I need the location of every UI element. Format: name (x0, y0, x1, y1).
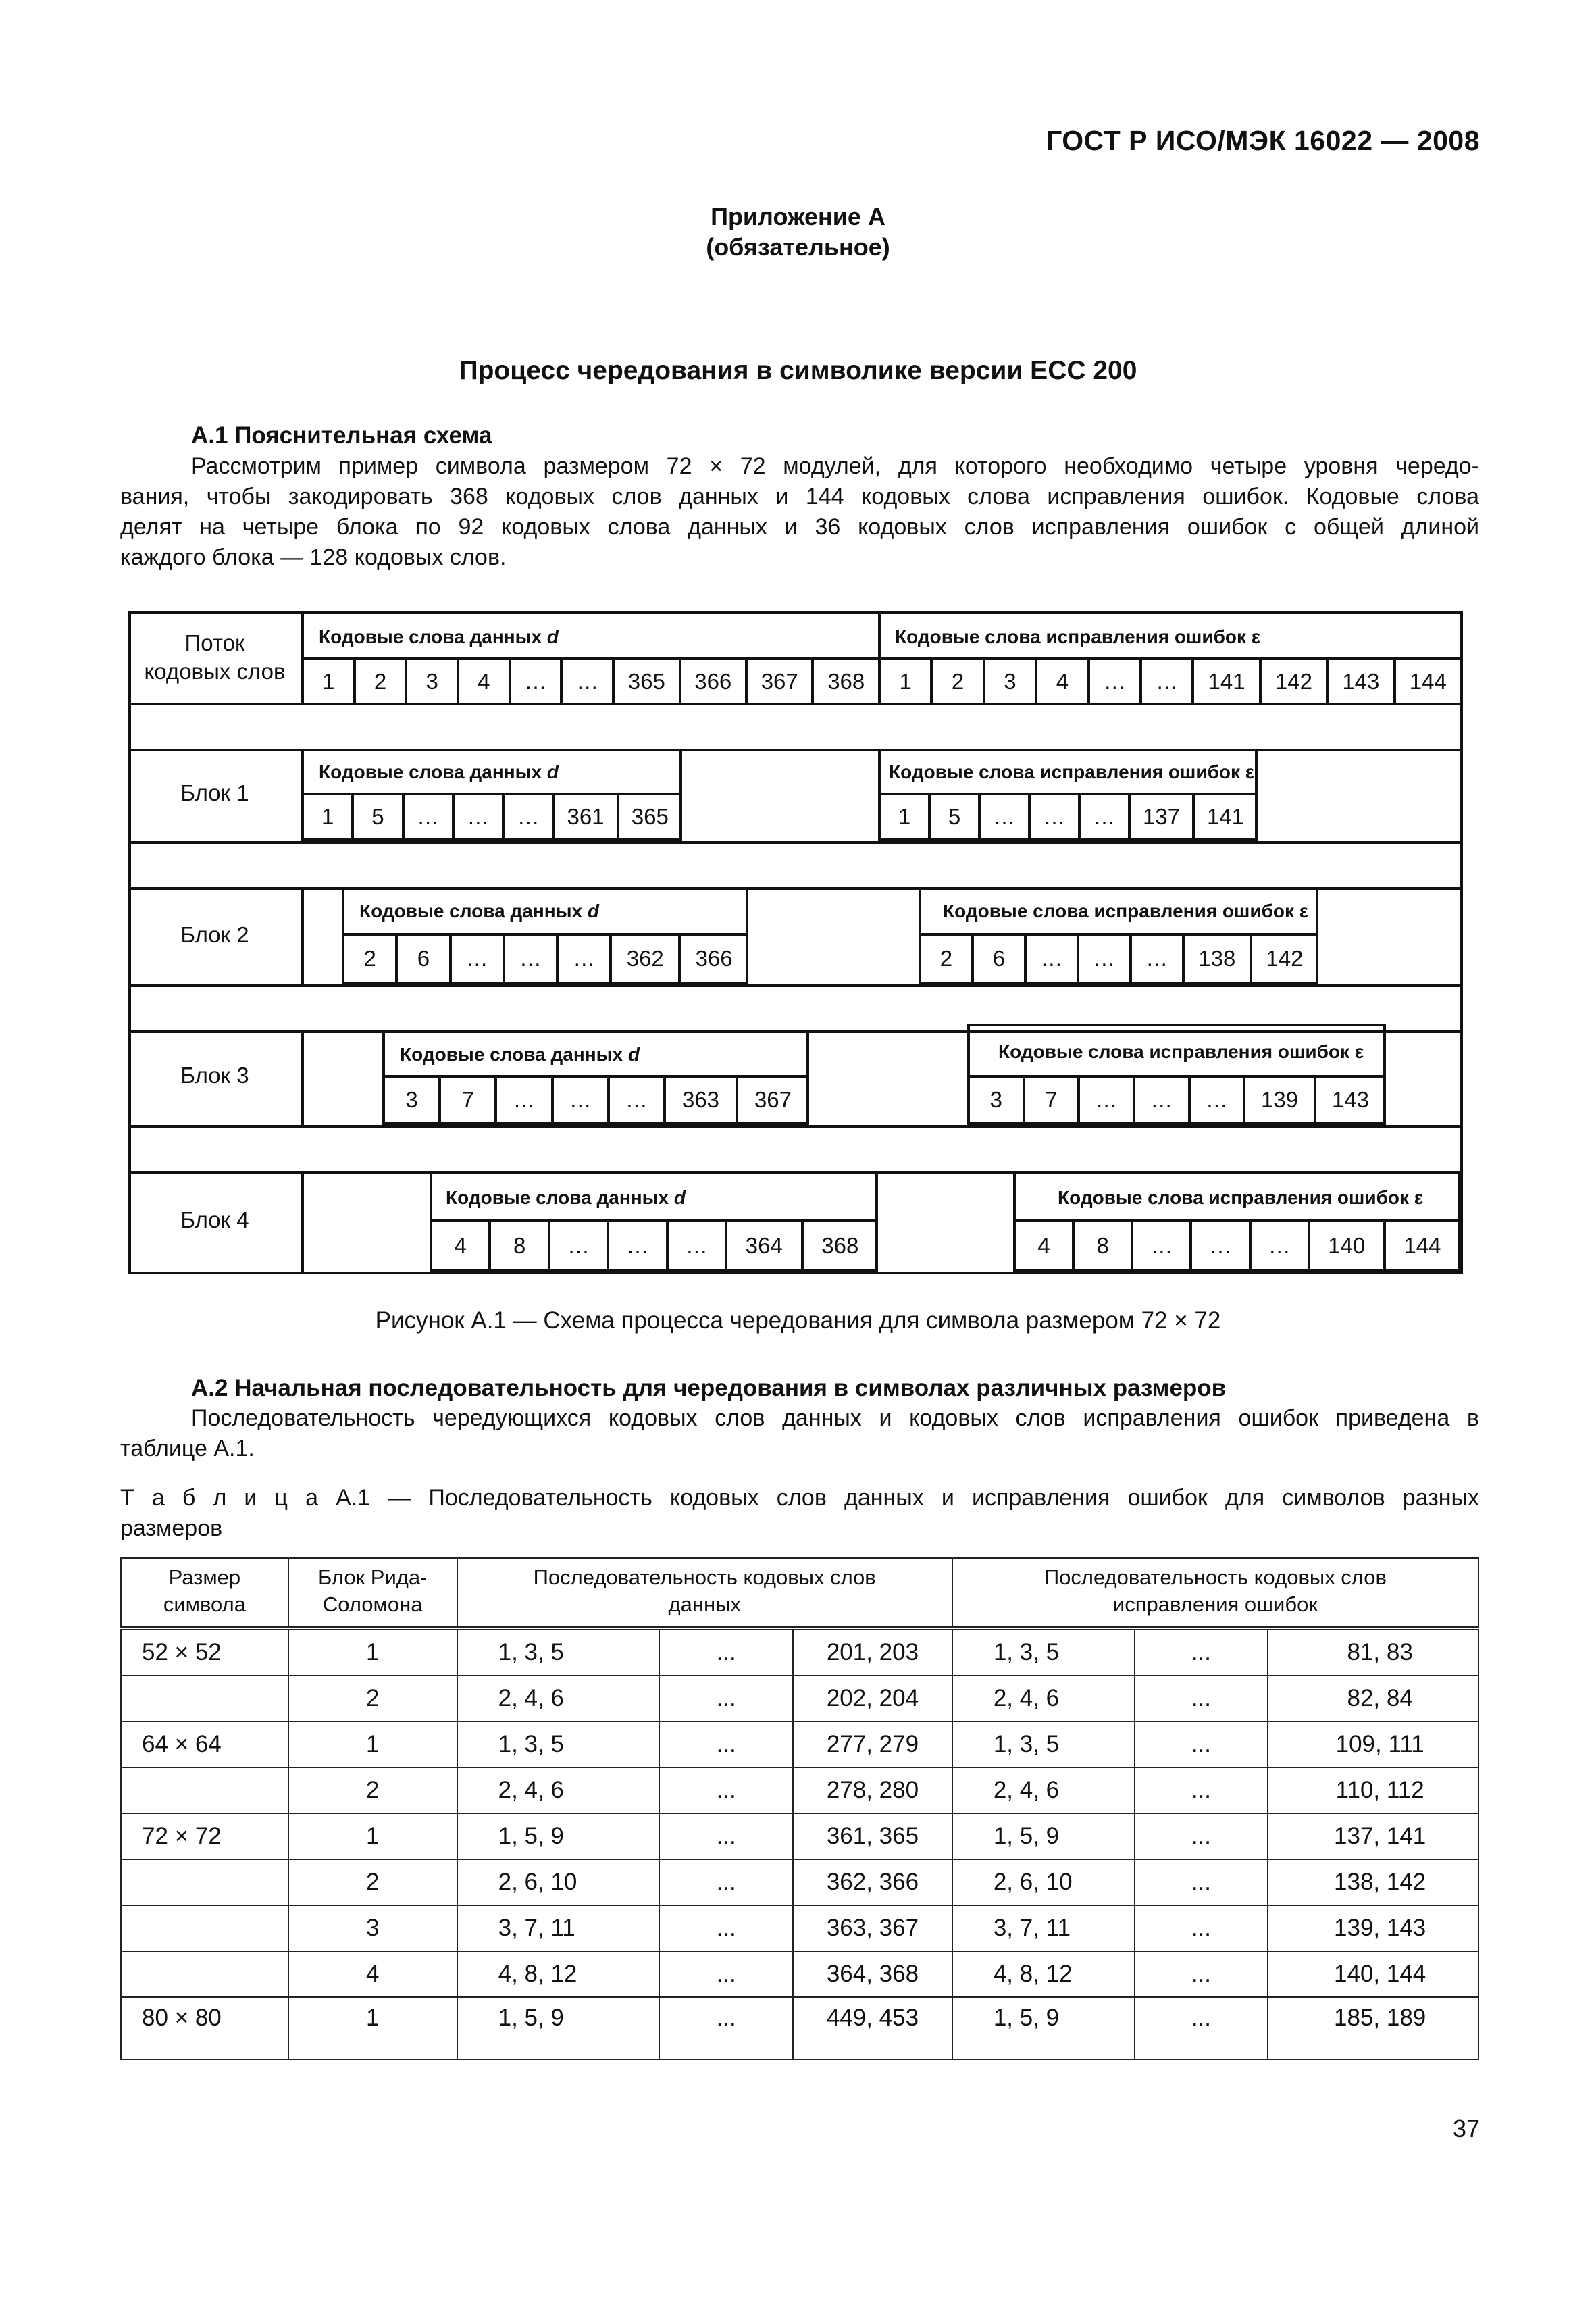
codeword-cell: 367 (736, 1078, 808, 1122)
codeword-cell: … (560, 660, 612, 703)
codeword-cell: … (402, 795, 452, 838)
stream-label-line: Поток (184, 630, 245, 655)
interleaving-diagram (128, 611, 1459, 1270)
paragraph-line: таблице А.1. (120, 1436, 255, 1461)
table-cell: 185, 189 (1268, 1997, 1478, 2059)
appendix-status: (обязательное) (706, 233, 890, 261)
codeword-cell: 365 (612, 660, 678, 703)
table-cell: ... (659, 1628, 793, 1676)
header-line: Блок Рида- (317, 1565, 428, 1589)
section-a2-heading: А.2 Начальная последовательность для чередования в символах различных размеров (191, 1375, 1227, 1401)
codeword-cell: 1 (899, 668, 912, 694)
paragraph-line: Рассмотрим пример символа размером 72 × 72 модулей, для которого необходимо четыре уровня чередо- (191, 453, 1479, 479)
header-rs-block (288, 1558, 457, 1628)
codeword-cell: … (1139, 660, 1191, 703)
table-caption-line: размеров (120, 1515, 223, 1541)
table-cell: 1 (288, 1813, 457, 1859)
codeword-cell: … (1189, 1222, 1248, 1269)
table-cell: 362, 366 (793, 1859, 952, 1905)
cell-row (344, 936, 747, 982)
table-cell: 449, 453 (793, 1997, 952, 2059)
table-cell: ... (659, 1813, 793, 1859)
page-number: 37 (1452, 2115, 1480, 2142)
block-3-ecc-title: Кодовые слова исправления ошибок ε (998, 1041, 1364, 1062)
table-cell: 2 (288, 1767, 457, 1813)
table-cell: 1, 3, 5 (457, 1721, 660, 1767)
table-cell: ... (659, 1997, 793, 2059)
table-cell: 2, 6, 10 (952, 1859, 1135, 1905)
block-4-ecc-title: Кодовые слова исправления ошибок ε (1058, 1187, 1424, 1208)
page-title: Процесс чередования в символике версии ECC 200 (459, 356, 1137, 385)
codeword-cell: 144 (1383, 1222, 1459, 1269)
table-cell: ... (1135, 1628, 1268, 1676)
codeword-cell: 2 (930, 660, 982, 703)
stream-ecc-title: Кодовые слова исправления ошибок ε (895, 626, 1261, 647)
table-row (121, 1859, 1478, 1905)
table-cell (121, 1951, 288, 1997)
header-symbol-size (121, 1558, 288, 1628)
codeword-cell: 8 (1072, 1222, 1131, 1269)
table-cell: 3, 7, 11 (952, 1905, 1135, 1951)
codeword-cell: … (452, 795, 502, 838)
table-row (121, 1951, 1478, 1997)
codeword-cell: 8 (488, 1222, 547, 1269)
appendix-title: Приложение А (711, 203, 885, 230)
cell-row (921, 936, 1317, 982)
column-separator (301, 1030, 304, 1125)
table-header-row (121, 1558, 1478, 1628)
codeword-cell: 361 (552, 795, 616, 838)
block-2-ecc-title: Кодовые слова исправления ошибок ε (943, 901, 1309, 922)
interleaving-table (120, 1557, 1479, 2060)
row-separator (128, 984, 1460, 987)
table-cell: 4, 8, 12 (952, 1951, 1135, 1997)
codeword-cell: … (556, 936, 609, 982)
codeword-cell: 3 (983, 660, 1035, 703)
paragraph-line: делят на четыре блока по 92 кодовых слова данных и 36 кодовых слов исправления ошибок с общей длиной (120, 514, 1479, 540)
codeword-cell: … (1131, 1222, 1189, 1269)
table-cell: ... (1135, 1767, 1268, 1813)
table-cell: ... (659, 1905, 793, 1951)
table-cell: 1, 5, 9 (457, 1997, 660, 2059)
table-cell: 2, 6, 10 (457, 1859, 660, 1905)
header-data-sequence (457, 1558, 952, 1628)
block-3-ecc-cells (970, 1078, 1385, 1122)
table-cell: 1, 3, 5 (457, 1628, 660, 1676)
header-ecc-sequence (952, 1558, 1478, 1628)
codeword-cell: 144 (1393, 660, 1460, 703)
codeword-cell: 3 (405, 1087, 418, 1112)
table-cell: ... (1135, 1905, 1268, 1951)
codeword-cell: 368 (811, 660, 877, 703)
table-cell: 278, 280 (793, 1767, 952, 1813)
table-cell (121, 1905, 288, 1951)
table-cell: ... (659, 1951, 793, 1997)
table-row (121, 1628, 1478, 1676)
codeword-cell: … (1087, 660, 1139, 703)
codeword-cell: … (449, 936, 503, 982)
table-cell: ... (659, 1859, 793, 1905)
table-cell: 2, 4, 6 (457, 1676, 660, 1721)
codeword-cell: 141 (1192, 795, 1256, 838)
paragraph-line: Последовательность чередующихся кодовых слов данных и кодовых слов исправления ошибок приведена в (191, 1405, 1479, 1431)
block-1-ecc-cells (881, 795, 1256, 838)
codeword-cell: … (607, 1078, 663, 1122)
codeword-cell: … (548, 1222, 607, 1269)
header-line: исправления ошибок (1112, 1592, 1318, 1616)
block-3-label: Блок 3 (180, 1063, 249, 1088)
table-cell: 82, 84 (1268, 1676, 1478, 1721)
table-cell: 72 × 72 (121, 1813, 288, 1859)
codeword-cell: … (1077, 1078, 1133, 1122)
table-cell: ... (1135, 1721, 1268, 1767)
column-separator (301, 1171, 304, 1272)
codeword-cell: 2 (363, 946, 376, 971)
codeword-cell: 1 (322, 668, 335, 694)
codeword-cell: … (1133, 1078, 1188, 1122)
section-a1-paragraph (120, 451, 1479, 573)
header-line: символа (163, 1592, 246, 1616)
table-cell: 4, 8, 12 (457, 1951, 660, 1997)
block-4-data-title: Кодовые слова данных d (446, 1187, 686, 1208)
table-row (121, 1997, 1478, 2059)
codeword-cell: … (551, 1078, 607, 1122)
codeword-cell: … (494, 1078, 550, 1122)
table-cell: 4 (288, 1951, 457, 1997)
codeword-cell: 143 (1314, 1078, 1385, 1122)
codeword-cell: 142 (1259, 660, 1326, 703)
codeword-cell: … (1078, 795, 1128, 838)
codeword-cell: 141 (1191, 660, 1258, 703)
codeword-cell: 138 (1182, 936, 1250, 982)
table-cell: 3 (288, 1905, 457, 1951)
codeword-cell: … (509, 660, 561, 703)
table-cell: 81, 83 (1268, 1628, 1478, 1676)
codeword-cell: 4 (1035, 660, 1087, 703)
table-cell: 1, 3, 5 (952, 1628, 1135, 1676)
paragraph-line: вания, чтобы закодировать 368 кодовых слов данных и 144 кодовых слова исправления ошибок. Кодовые слова (120, 484, 1479, 509)
table-cell: 361, 365 (793, 1813, 952, 1859)
table-row (121, 1767, 1478, 1813)
codeword-cell: … (1249, 1222, 1308, 1269)
table-cell: ... (1135, 1859, 1268, 1905)
codeword-cell: 1 (321, 804, 334, 829)
stream-data-title: Кодовые слова данных d (319, 626, 559, 647)
table-caption (120, 1483, 1479, 1544)
stream-label-line: кодовых слов (144, 659, 286, 684)
codeword-cell: … (1129, 936, 1182, 982)
table-cell: 1 (288, 1628, 457, 1676)
figure-caption: Рисунок А.1 — Схема процесса чередования для символа размером 72 × 72 (375, 1307, 1221, 1334)
stream-ecc-cells (881, 660, 1460, 703)
codeword-cell: 366 (678, 936, 747, 982)
table-cell: 52 × 52 (121, 1628, 288, 1676)
table-cell: 2, 4, 6 (952, 1676, 1135, 1721)
codeword-cell: 366 (679, 660, 745, 703)
codeword-cell: 368 (801, 1222, 877, 1269)
table-cell: 138, 142 (1268, 1859, 1478, 1905)
codeword-cell: 6 (395, 936, 448, 982)
table-cell: 201, 203 (793, 1628, 952, 1676)
block-2-ecc-cells (921, 936, 1317, 982)
table-cell: 137, 141 (1268, 1813, 1478, 1859)
block-1-data-title: Кодовые слова данных d (319, 761, 559, 782)
table-cell: 277, 279 (793, 1721, 952, 1767)
block-4-data-cells (432, 1222, 877, 1269)
codeword-cell: 4 (457, 660, 509, 703)
table-row (121, 1813, 1478, 1859)
codeword-cell: 4 (1037, 1232, 1050, 1258)
table-cell: ... (659, 1676, 793, 1721)
header-line: Размер (168, 1565, 241, 1589)
block-4-label: Блок 4 (180, 1207, 249, 1232)
block-4-ecc-cells (1016, 1222, 1459, 1269)
stream-label (128, 629, 301, 686)
codeword-cell: 139 (1243, 1078, 1314, 1122)
table-cell: 2 (288, 1676, 457, 1721)
table-cell: 2, 4, 6 (952, 1767, 1135, 1813)
header-line: данных (668, 1592, 741, 1616)
codeword-cell: 3 (989, 1087, 1002, 1112)
table-cell: 1 (288, 1721, 457, 1767)
cell-row (304, 795, 681, 838)
codeword-cell: … (978, 795, 1028, 838)
cell-row (970, 1078, 1385, 1122)
codeword-cell: 362 (609, 936, 678, 982)
header-line: Последовательность кодовых слов (1044, 1565, 1387, 1589)
block-1-label: Блок 1 (180, 780, 249, 805)
codeword-cell: … (1188, 1078, 1243, 1122)
codeword-cell: … (1024, 936, 1077, 982)
table-cell: 363, 367 (793, 1905, 952, 1951)
table-cell: 139, 143 (1268, 1905, 1478, 1951)
section-a1-heading: А.1 Пояснительная схема (191, 422, 492, 449)
table-cell: ... (659, 1721, 793, 1767)
codeword-cell: … (607, 1222, 665, 1269)
table-cell: ... (1135, 1676, 1268, 1721)
header-line: Соломона (322, 1592, 423, 1616)
table-cell: 80 × 80 (121, 1997, 288, 2059)
paragraph-line: каждого блока — 128 кодовых слов. (120, 545, 507, 570)
table-cell: ... (1135, 1951, 1268, 1997)
table-cell: 140, 144 (1268, 1951, 1478, 1997)
codeword-cell: 7 (438, 1078, 494, 1122)
table-cell (121, 1676, 288, 1721)
table-cell: 2 (288, 1859, 457, 1905)
codeword-cell: 4 (454, 1232, 467, 1258)
table-cell: 202, 204 (793, 1676, 952, 1721)
codeword-cell: 1 (898, 804, 911, 829)
codeword-cell: … (1077, 936, 1129, 982)
codeword-cell: … (1028, 795, 1078, 838)
table-cell: 1, 5, 9 (952, 1997, 1135, 2059)
table-cell: 1, 5, 9 (952, 1813, 1135, 1859)
block-2-data-cells (344, 936, 747, 982)
block-2-data-title: Кодовые слова данных d (359, 901, 600, 922)
cell-row (1016, 1222, 1459, 1269)
codeword-cell: 5 (928, 795, 978, 838)
table-cell: 1, 5, 9 (457, 1813, 660, 1859)
codeword-cell: … (502, 795, 552, 838)
row-separator (128, 703, 1460, 705)
cell-row (304, 660, 878, 703)
row-separator (128, 1125, 1460, 1128)
table-cell: ... (1135, 1997, 1268, 2059)
document-standard-header: ГОСТ Р ИСО/МЭК 16022 — 2008 (1046, 125, 1480, 156)
block-3-data-cells (385, 1078, 808, 1122)
table-cell: 109, 111 (1268, 1721, 1478, 1767)
cell-row (881, 795, 1256, 838)
codeword-cell: 140 (1308, 1222, 1383, 1269)
cell-row (881, 660, 1460, 703)
table-cell: 1, 3, 5 (952, 1721, 1135, 1767)
table-cell (121, 1859, 288, 1905)
codeword-cell: 363 (663, 1078, 736, 1122)
codeword-cell: 5 (351, 795, 401, 838)
table-row (121, 1905, 1478, 1951)
table-cell: ... (1135, 1813, 1268, 1859)
codeword-cell: 143 (1326, 660, 1393, 703)
codeword-cell: 7 (1023, 1078, 1078, 1122)
block-1-ecc-title: Кодовые слова исправления ошибок ε (889, 761, 1255, 782)
codeword-cell: 3 (405, 660, 457, 703)
codeword-cell: 137 (1128, 795, 1192, 838)
codeword-cell: 364 (725, 1222, 800, 1269)
table-cell: ... (659, 1767, 793, 1813)
table-caption-line: Т а б л и ц а А.1 — Последовательность кодовых слов данных и исправления ошибок для символов разных (120, 1485, 1479, 1511)
codeword-cell: … (503, 936, 556, 982)
table-cell: 3, 7, 11 (457, 1905, 660, 1951)
column-separator (301, 887, 304, 984)
block-1-data-cells (304, 795, 681, 838)
codeword-cell: 2 (353, 660, 405, 703)
table-cell: 110, 112 (1268, 1767, 1478, 1813)
table-cell (121, 1767, 288, 1813)
codeword-cell: 367 (745, 660, 811, 703)
codeword-cell: 142 (1250, 936, 1317, 982)
block-2-label: Блок 2 (180, 922, 249, 947)
codeword-cell: 2 (939, 946, 953, 971)
block-3-data-title: Кодовые слова данных d (400, 1044, 640, 1065)
table-cell: 1 (288, 1997, 457, 2059)
section-a2-paragraph (120, 1403, 1479, 1464)
codeword-cell: 365 (617, 795, 681, 838)
codeword-cell: … (666, 1222, 725, 1269)
table-cell: 64 × 64 (121, 1721, 288, 1767)
codeword-cell: 6 (971, 936, 1024, 982)
cell-row (385, 1078, 808, 1122)
table-cell: 2, 4, 6 (457, 1767, 660, 1813)
cell-row (432, 1222, 877, 1269)
table-row (121, 1721, 1478, 1767)
table-cell: 364, 368 (793, 1951, 952, 1997)
header-line: Последовательность кодовых слов (533, 1565, 876, 1589)
stream-data-cells (304, 660, 878, 703)
row-separator (128, 841, 1460, 844)
table-row (121, 1676, 1478, 1721)
